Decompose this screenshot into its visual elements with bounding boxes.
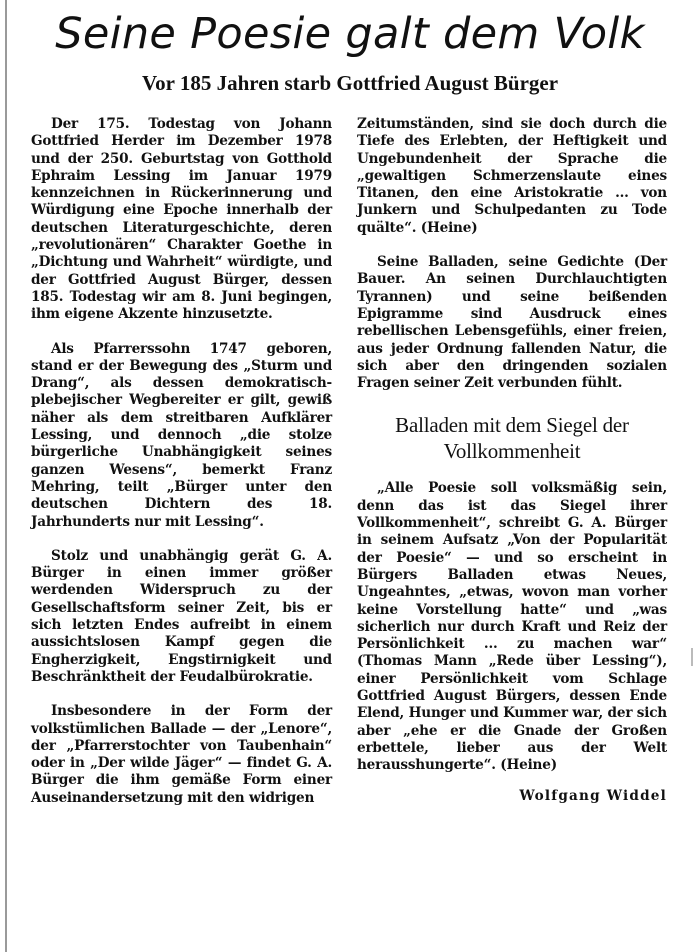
paragraph-1: Der 175. Todestag von Johann Gottfried Herder im Dezember 1978 und der 250. Geburtstag von Gotthold Ephraim Lessing im Januar 1979 kennzeichnen in Rückerinnerung und Würdigung eine Epoche innerhalb der deutschen Literaturgeschichte, deren „revolutionären“ Charakter Goethe in „Dichtung und Wahrheit“ würdigte, und der Gottfried August Bürger, dessen 185. Todestag wir am 8. Juni begingen, ihm eigene Akzente hinzusetzte. <box>31 116 332 323</box>
article-headline: Seine Poesie galt dem Volk <box>55 9 645 59</box>
scan-artifact <box>691 648 693 666</box>
paragraph-5: Seine Balladen, seine Gedichte (Der Bauer. An seinen Durchlauchtigten Tyrannen) und seine beißenden Epigramme sind Ausdruck eines rebellischen Lebensgefühls, einer freien, aus jeder Ordnung fallenden Natur, die sich aber den dringenden sozialen Fragen seiner Zeit verbunden fühlt. <box>357 254 667 392</box>
paragraph-6: „Alle Poesie soll volksmäßig sein, denn das ist das Siegel ihrer Vollkommenheit“, schreibt G. A. Bürger in seinem Aufsatz „Von der Popularität der Poesie“ — und so erscheint in Bürgers Balladen etwas Neues, Ungeahntes, „etwas, wovon man vorher keine Vorstellung hatte“ und „was sicherlich nur durch Kraft und Reiz der Persönlichkeit ... zu machen war“ (Thomas Mann „Rede über Lessing“), einer Persönlichkeit vom Schlage Gottfried August Bürgers, dessen Ende Elend, Hunger und Kummer war, der sich aber „ehe er die Gnade der Großen erbettele, lieber aus der Welt herausshungerte“. (Heine) <box>357 480 667 774</box>
paragraph-2: Als Pfarrerssohn 1747 geboren, stand er der Bewegung des „Sturm und Drang“, als dessen demokratisch-plebejischer Wegbereiter er gilt, gewiß näher als dem streitbaren Aufklärer Lessing, und dennoch „die stolze bürgerliche Unabhängigkeit seines ganzen Wesens“, bemerkt Franz Mehring, teilt „Bürger unter den deutschen Dichtern des 18. Jahrhunderts nur mit Lessing“. <box>31 340 332 530</box>
left-column <box>31 116 332 824</box>
page-edge-rule <box>5 0 7 952</box>
right-column <box>357 116 667 805</box>
author-byline: Wolfgang Widdel <box>519 787 667 804</box>
paragraph-4-continued: Zeitumständen, sind sie doch durch die Tiefe des Erlebten, der Heftigkeit und Ungebundenheit der Sprache die „gewaltigen Schmerzenslaute eines Titanen, den eine Aristokratie ... von Junkern und Schulpedanten zu Tode quälte“. (Heine) <box>357 116 667 236</box>
paragraph-4: Insbesondere in der Form der volkstümlichen Ballade — der „Lenore“, der „Pfarrerstochter von Taubenhain“ oder in „Der wilde Jäger“ — findet G. A. Bürger die ihm gemäße Form einer Auseinandersetzung mit den widrigen <box>31 703 332 806</box>
section-heading: Balladen mit dem Siegel der Vollkommenheit <box>395 413 629 464</box>
article-subheadline: Vor 185 Jahren starb Gottfried August Bürger <box>141 71 559 95</box>
paragraph-3: Stolz und unabhängig gerät G. A. Bürger in einen immer größer werdenden Widerspruch zu der Gesellschaftsform seiner Zeit, bis er sich letzten Endes aufreibt in einem aussichtslosen Kampf gegen die Engherzigkeit, Engstirnigkeit und Beschränktheit der Feudalbürokratie. <box>31 547 332 685</box>
